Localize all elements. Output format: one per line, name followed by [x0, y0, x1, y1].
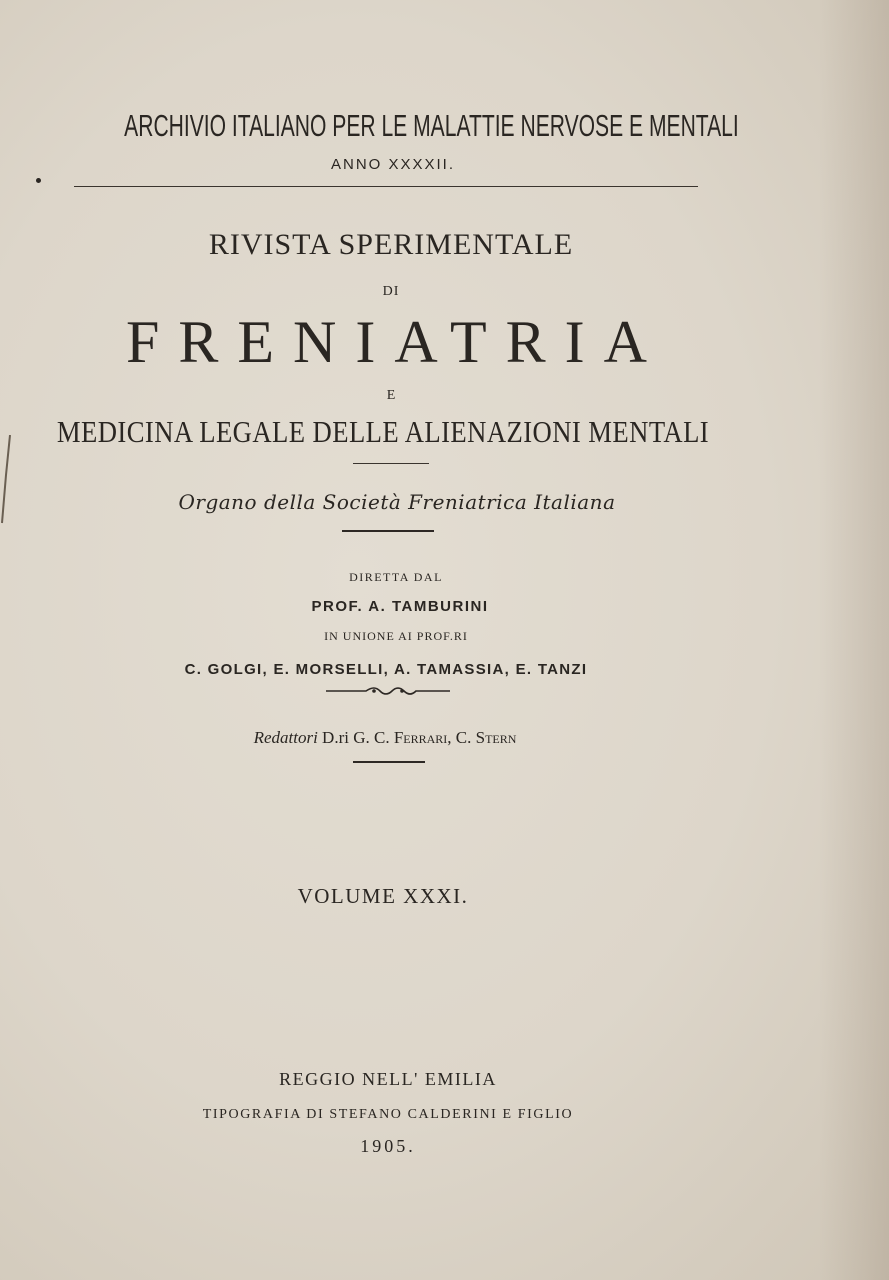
journal-main-title: FRENIATRIA	[125, 309, 666, 375]
series-title: ARCHIVIO ITALIANO PER LE MALATTIE NERVOSE E MENTALI	[124, 108, 739, 143]
editors-line	[0, 728, 770, 748]
directed-by-label: DIRETTA DAL	[349, 570, 443, 584]
in-collaboration-label: IN UNIONE AI PROF.RI	[324, 629, 468, 643]
society-organ-line: Organo della Società Freniatrica Italiana	[178, 490, 616, 514]
thick-rule	[342, 530, 434, 532]
imprint-year: 1905.	[360, 1136, 416, 1156]
volume-number: VOLUME XXXI.	[297, 884, 469, 908]
title-connector-di: DI	[382, 284, 400, 299]
editors-names: G. C. Ferrari, C. Stern	[353, 728, 517, 747]
journal-title-line2: MEDICINA LEGALE DELLE ALIENAZIONI MENTALI	[56, 414, 710, 449]
imprint-printer: TIPOGRAFIA DI STEFANO CALDERINI E FIGLIO	[202, 1107, 574, 1122]
year-of-series: ANNO XXXXII.	[330, 156, 456, 173]
co-editors-names: C. GOLGI, E. MORSELLI, A. TAMASSIA, E. TANZI	[184, 661, 588, 678]
editors-title: D.ri	[322, 728, 349, 747]
imprint-place: REGGIO NELL' EMILIA	[279, 1069, 497, 1089]
header-rule	[74, 186, 698, 187]
short-rule	[353, 463, 429, 464]
ornament-flourish	[326, 684, 450, 698]
title-connector-e: E	[386, 388, 396, 403]
ink-spot	[36, 178, 41, 183]
journal-title-line1: RIVISTA SPERIMENTALE	[208, 228, 574, 261]
director-name: PROF. A. TAMBURINI	[311, 598, 489, 615]
thick-rule-lower	[353, 761, 425, 763]
editors-label: Redattori	[253, 728, 318, 747]
